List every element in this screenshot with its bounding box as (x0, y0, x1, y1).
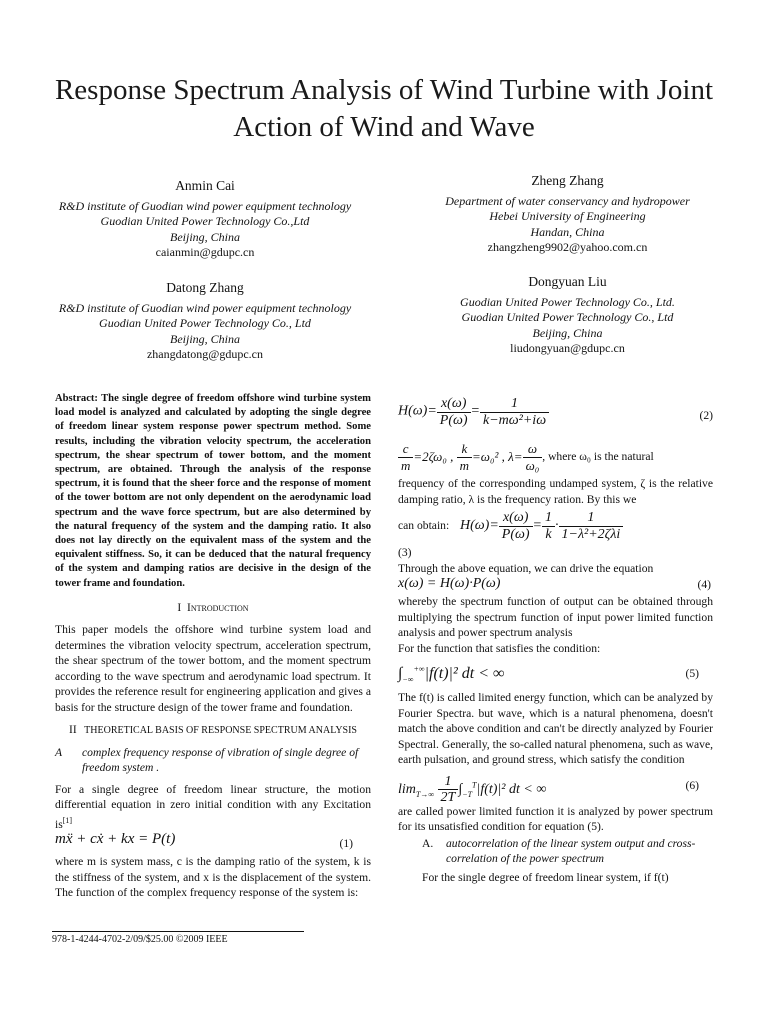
paragraph: Through the above equation, we can drive the equation (398, 561, 654, 575)
author-affiliation: Hebei University of Engineering (489, 209, 646, 223)
footer-copyright: 978-1-4244-4702-2/09/$25.00 ©2009 IEEE (52, 934, 228, 945)
author-affiliation: R&D institute of Guodian wind power equipment technology (58, 300, 352, 315)
paragraph: frequency of the corresponding undamped system, ζ is the relative damping ratio, λ is the frequency ration. By this we (398, 477, 713, 506)
equation-2: H(ω)= $\frac{x(\omega)}{P(\omega)}$ = $\frac{1}{\text{k−mω²+iω}}$ (2) (398, 396, 713, 428)
equation-number: (3) (398, 546, 412, 559)
author-affiliation: R&D institute of Guodian wind power equipment technology (58, 198, 352, 213)
equation-6: $\lim_{T\to\infty}$ $\frac{1}{2T}$ $\int_{-T}^T|f(t)|^2$ dt < ∞ (6) (398, 773, 699, 805)
subsection-label: A (55, 745, 63, 759)
author-affiliation: Beijing, China (170, 229, 240, 244)
section-number: II (68, 724, 77, 737)
section-heading-theory (55, 723, 371, 739)
author-email: zhangzheng9902@yahoo.com.cn (487, 240, 648, 254)
author-affiliation: Handan, China (530, 224, 605, 239)
paragraph: For the function that satisfies the condition: (398, 641, 601, 655)
author-name: Zheng Zhang (531, 173, 604, 188)
right-column (398, 396, 713, 885)
equation-4-body: x(ω) = H(ω)·P(ω) (398, 576, 501, 591)
equation-number: (2) (699, 409, 713, 422)
paragraph (55, 782, 371, 832)
definition-text: , where ω₀ is the natural (542, 450, 654, 464)
paragraph-text: For a single degree of freedom linear structure, the motion differential equation in zero initial condition with any Excitation is (55, 782, 371, 831)
equation-3-lead: can obtain: (398, 519, 450, 533)
author-block-3 (40, 280, 370, 363)
author-name: Datong Zhang (166, 280, 244, 295)
equation-1 (55, 832, 371, 854)
author-email: liudongyuan@gdupc.cn (510, 341, 625, 355)
citation: [1] (62, 815, 73, 825)
author-email: zhangdatong@gdupc.cn (146, 347, 263, 361)
subsection-label: A. (422, 836, 434, 850)
subsection-a-right (398, 836, 713, 867)
author-block-4 (400, 274, 735, 357)
section-number: I (177, 601, 182, 614)
equation-5: $\int_{-\infty}^{+\infty}|f(t)|^2$ dt < ∞ (5) (398, 665, 699, 685)
author-email: caianmin@gdupc.cn (155, 245, 255, 259)
paper-title: Response Spectrum Analysis of Wind Turbine with Joint Action of Wind and Wave (54, 74, 714, 143)
author-block-2 (400, 173, 735, 256)
paragraph: The f(t) is called limited energy function, which can be analyzed by Fourier Spectra. but wave, which is a natural phenomena, doesn't match the above condition and can't be directly analyzed by Fourier Spectral. Generally, the so-called natural phenomena, such as wave, earth pulsation, and ground stress, which satisfy the condition (398, 691, 713, 766)
author-affiliation: Guodian United Power Technology Co., Ltd (461, 310, 674, 324)
paragraph: are called power limited function it is analyzed by power spectrum for its unsatisfied condition for equation (5). (398, 804, 713, 833)
equation-4 (398, 576, 713, 594)
section-title: Introduction (186, 601, 249, 614)
footer-rule (52, 931, 304, 932)
equation-1-body: mẍ + cẋ + kx = P(t) (55, 831, 176, 848)
author-name: Anmin Cai (175, 178, 235, 193)
equation-number: (5) (685, 667, 699, 680)
author-affiliation: Guodian United Power Technology Co.,Ltd (100, 214, 310, 228)
author-block-1 (40, 178, 370, 261)
author-affiliation: Beijing, China (532, 325, 603, 340)
author-affiliation: Guodian United Power Technology Co., Ltd (99, 316, 311, 330)
equation-number: (1) (339, 837, 353, 851)
paragraph: whereby the spectrum function of output can be obtained through multiplying the spectrum function of input power limited function analysis and power spectrum analysis (398, 595, 713, 639)
left-column (55, 392, 371, 901)
subsection-title: complex frequency response of vibration of single degree of freedom system . (82, 745, 359, 775)
equation-3: can obtain: H(ω)= $\frac{x(\omega)}{P(\omega)}$ = $\frac{1}{k}$ · $\frac{1}{\text{1−λ²+2ζλi}}$ (398, 507, 713, 545)
author-affiliation: Guodian United Power Technology Co., Ltd. (460, 294, 675, 309)
section-heading-introduction (55, 601, 371, 617)
subsection-a (55, 745, 371, 776)
author-name: Dongyuan Liu (528, 274, 607, 289)
equation-number: (6) (685, 778, 699, 792)
paragraph: For the single degree of freedom linear system, if f(t) (422, 870, 669, 884)
equation-2-fraction: $\frac{1}{\text{k−mω²+iω}}$ (480, 396, 549, 428)
intro-paragraph: This paper models the offshore wind turbine system load and determines the vibration velocity spectrum, acceleration spectrum, the shear spectrum of the tower bottom, and the moment spectrum according to the wave spectrum and aerodynamic load spectrum. It provides the reference result for engineering application and gives a basis for the structure design of the tower frame and foundation. (55, 623, 371, 714)
equation-2-fraction: $\frac{x(\omega)}{P(\omega)}$ (437, 396, 471, 428)
parameter-definitions: $\frac{c}{m}$ =2ζω₀ , $\frac{k}{m}$ =ω₀² , λ= $\frac{\omega}{\text{ω₀}}$ , where ω₀ is the natural (398, 438, 713, 476)
section-title: THEORETICAL BASIS OF RESPONSE SPECTRUM ANALYSIS (84, 725, 357, 737)
subsection-title: autocorrelation of the linear system output and cross-correlation of the power spectrum (446, 836, 696, 865)
abstract: Abstract: The single degree of freedom offshore wind turbine system load model is analyzed and calculated by adopting the single degree of freedom linear system response power spectrum method. Some results, including the vibration velocity spectrum, the acceleration spectrum, the shear spectrum of tower bottom, and the moment spectrum, are obtained. Through the analysis of the response spectrum, it is found that the sheer force and the response of moment of the tower bottom are not only dependent on the aerodynamic load spectrum and the wave force spectrum, but are also determined by the natural frequency of the system and the damping ratio. It also does not lay directly on the equivalent mass of the system and the equivalent stiffness. So, it can be deduced that the natural frequency of the system and damping ratios are decisive in the design of the tower frame and foundation. (55, 393, 371, 589)
author-affiliation: Department of water conservancy and hydropower (445, 193, 690, 208)
author-affiliation: Beijing, China (170, 331, 240, 346)
paragraph: where m is system mass, c is the damping ratio of the system, k is the stiffness of the system, and x is the displacement of the system. The function of the complex frequency response of the system is: (55, 855, 371, 900)
equation-2-lhs: H(ω)= (398, 403, 437, 419)
equation-number: (4) (697, 578, 711, 591)
